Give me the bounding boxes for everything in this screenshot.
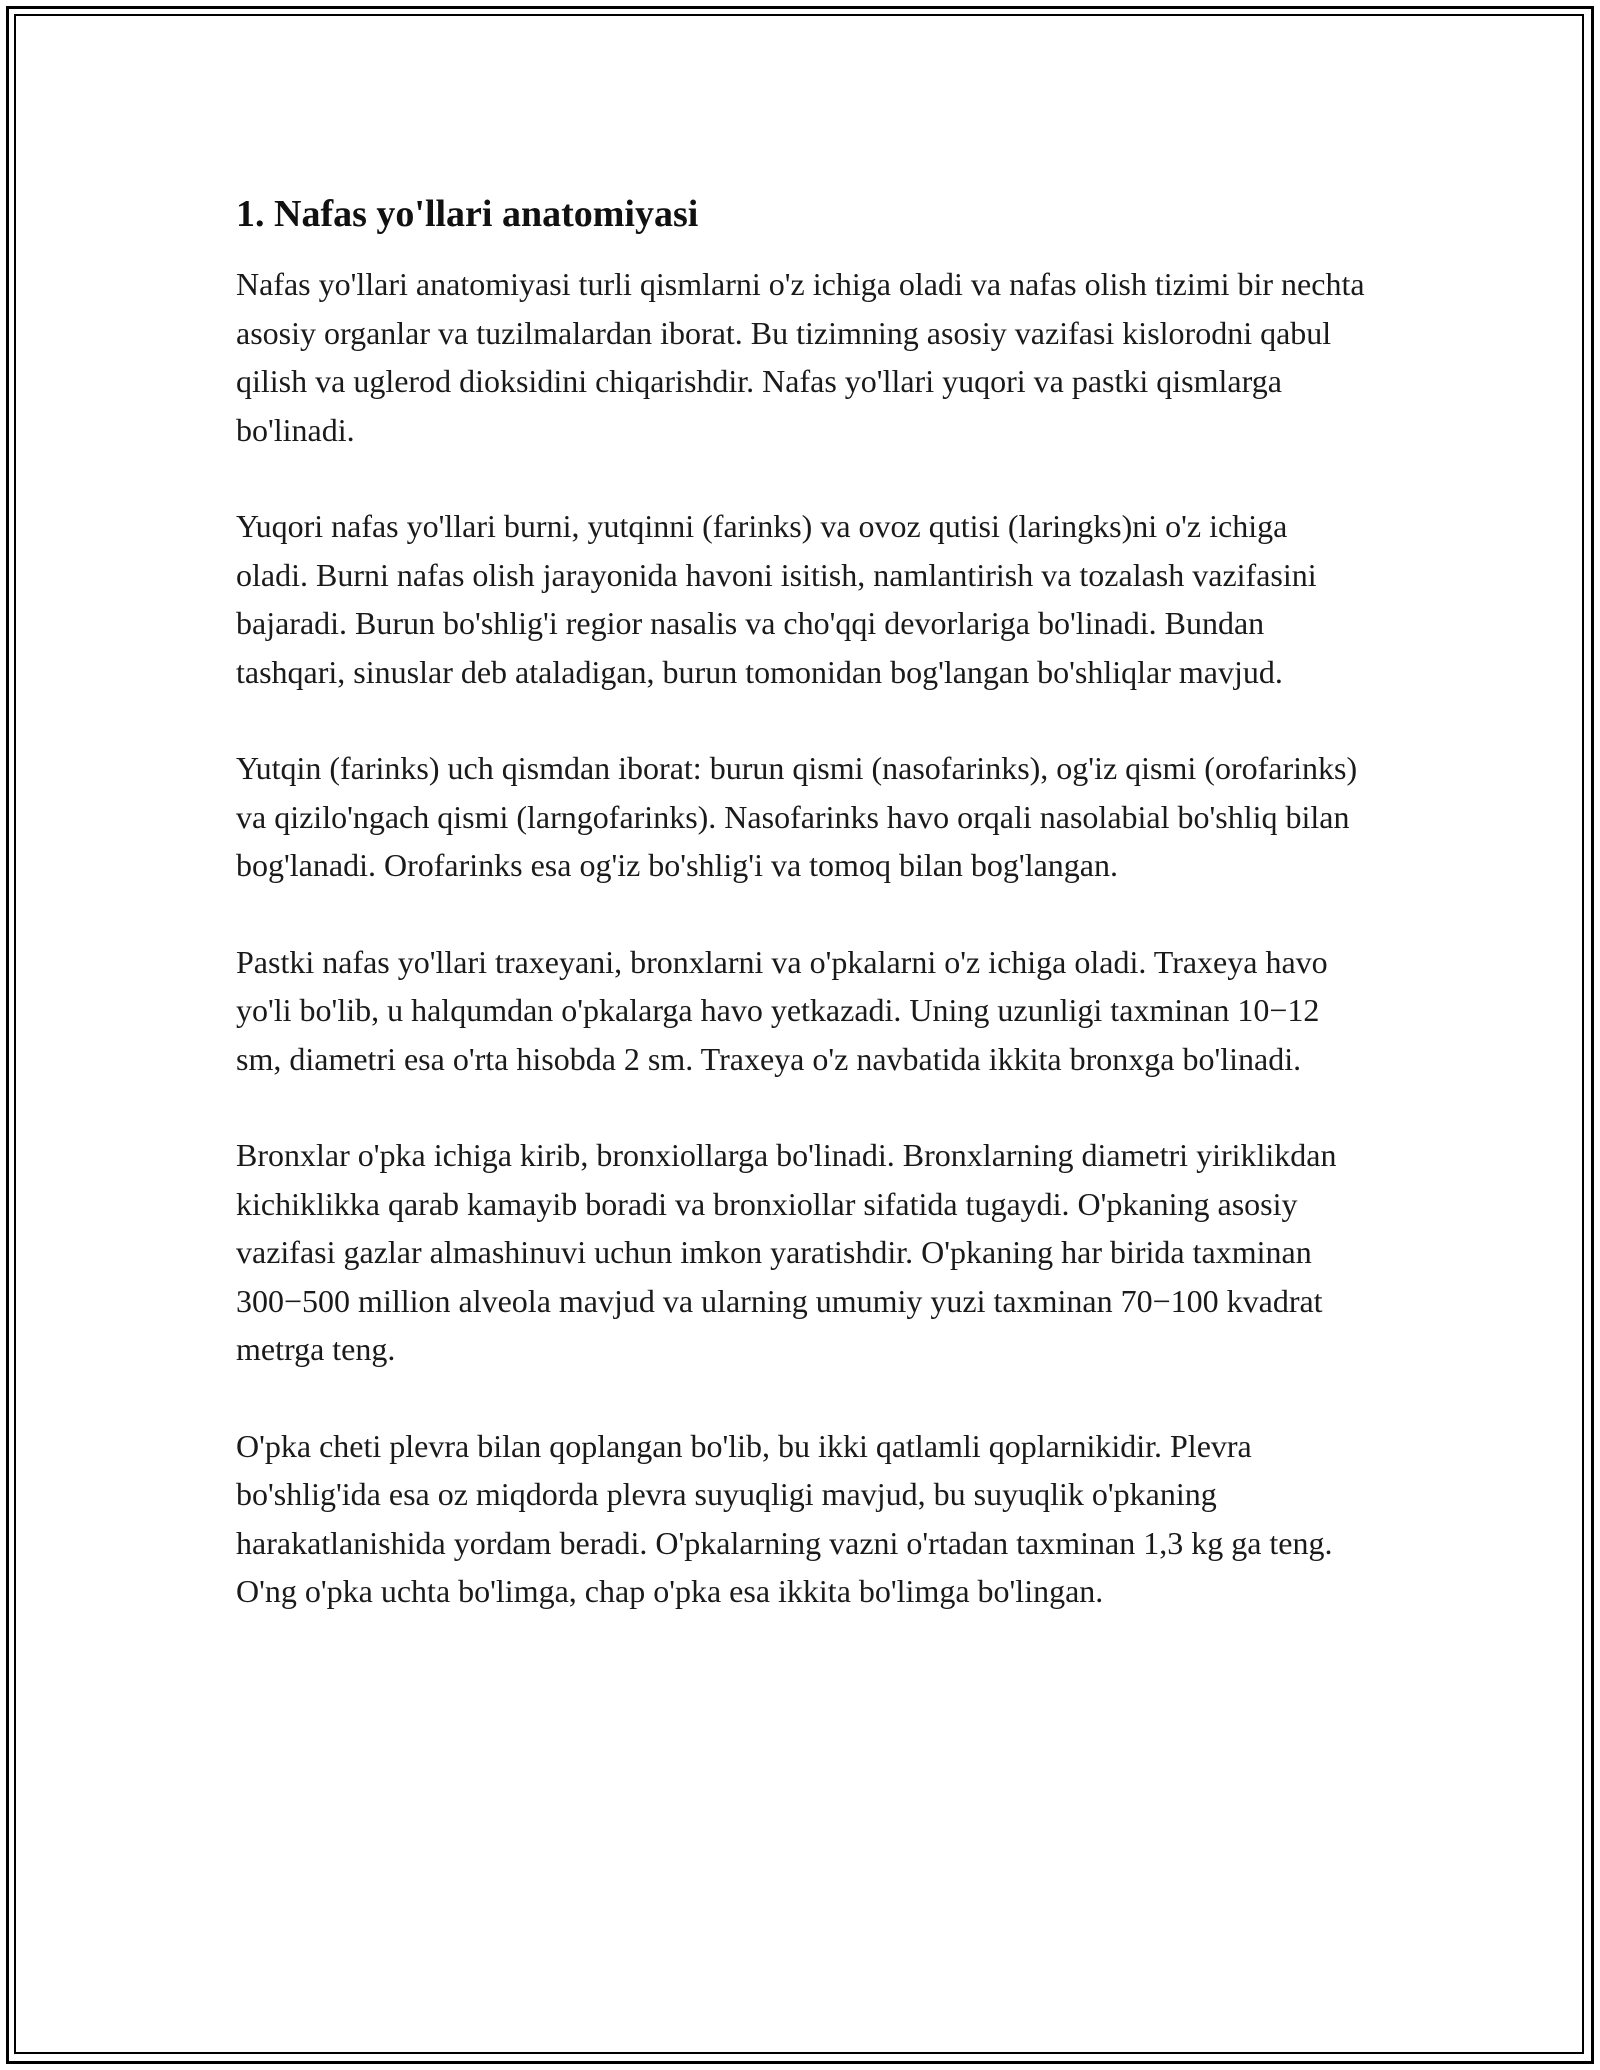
paragraph-lower-airways: Pastki nafas yo'llari traxeyani, bronxlarni va o'pkalarni o'z ichiga oladi. Traxeya havo yo'li bo'lib, u halqumdan o'pkalarga havo yetkazadi. Uning uzunligi taxminan 10−12 sm, diametri esa o'rta hisobda 2 sm. Traxeya o'z navbatida ikkita bronxga bo'linadi.	[236, 943, 1328, 1077]
paragraph-bronchi: Bronxlar o'pka ichiga kirib, bronxiollarga bo'linadi. Bronxlarning diametri yiriklikdan kichiklikka qarab kamayib boradi va bronxiollar sifatida tugaydi. O'pkaning asosiy vazifasi gazlar almashinuvi uchun imkon yaratishdir. O'pkaning har birida taxminan 300−500 million alveola mavjud va ularning umumiy yuzi taxminan 70−100 kvadrat metrga teng.	[236, 1137, 1337, 1367]
paragraph-pleura: O'pka cheti plevra bilan qoplangan bo'lib, bu ikki qatlamli qoplarnikidir. Plevra bo'shlig'ida esa oz miqdorda plevra suyuqligi mavjud, bu suyuqlik o'pkaning harakatlanishida yordam beradi. O'pkalarning vazni o'rtadan taxminan 1,3 kg ga teng. O'ng o'pka uchta bo'limga, chap o'pka esa ikkita bo'limga bo'lingan.	[236, 1427, 1333, 1609]
paragraph-upper-airways: Yuqori nafas yo'llari burni, yutqinni (farinks) va ovoz qutisi (laringks)ni o'z ichiga oladi. Burni nafas olish jarayonida havoni isitish, namlantirish va tozalash vazifasini bajaradi. Burun bo'shlig'i regior nasalis va cho'qqi devorlariga bo'linadi. Bundan tashqari, sinuslar deb ataladigan, burun tomonidan bog'langan bo'shliqlar mavjud.	[236, 508, 1317, 690]
section-title: 1. Nafas yo'llari anatomiyasi	[236, 193, 699, 235]
paragraph-intro: Nafas yo'llari anatomiyasi turli qismlarni o'z ichiga oladi va nafas olish tizimi bir nechta asosiy organlar va tuzilmalardan iborat. Bu tizimning asosiy vazifasi kislorodni qabul qilish va uglerod dioksidini chiqarishdir. Nafas yo'llari yuqori va pastki qismlarga bo'linadi.	[236, 266, 1365, 448]
document-body	[236, 186, 1366, 1664]
paragraph-pharynx: Yutqin (farinks) uch qismdan iborat: burun qismi (nasofarinks), og'iz qismi (orofarinks) va qizilo'ngach qismi (larngofarinks). Nasofarinks havo orqali nasolabial bo'shliq bilan bog'lanadi. Orofarinks esa og'iz bo'shlig'i va tomoq bilan bog'langan.	[236, 750, 1358, 883]
